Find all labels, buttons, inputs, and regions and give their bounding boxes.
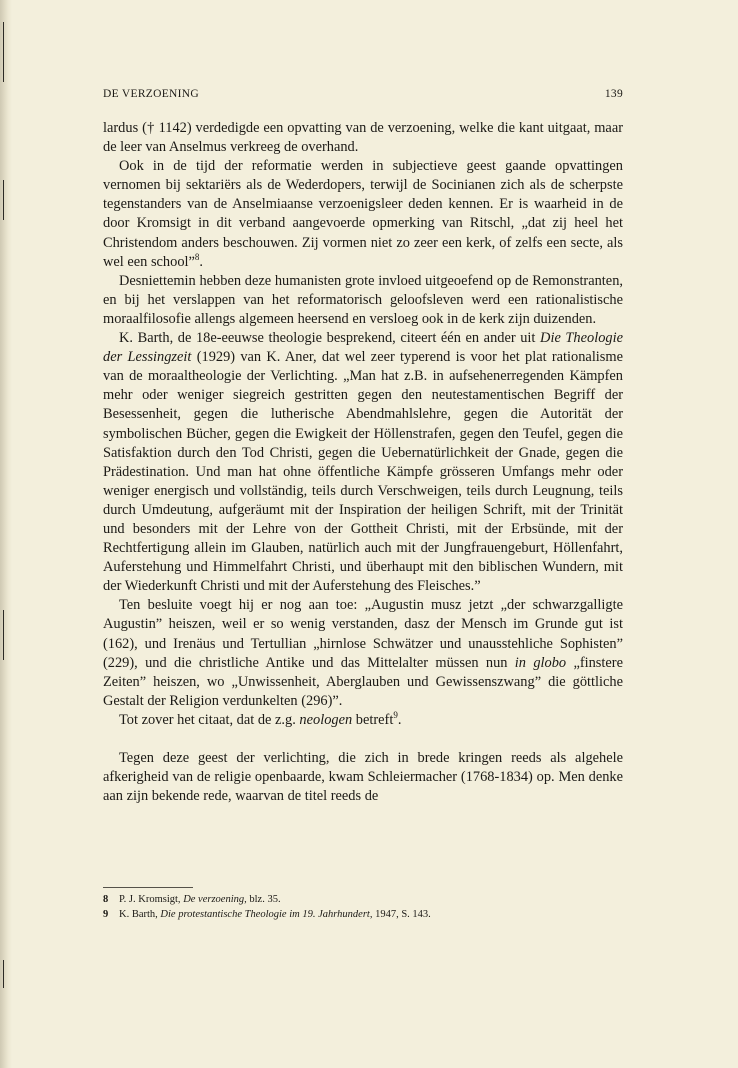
footnote [103,892,623,907]
paragraph [103,329,623,596]
paragraph [103,711,623,730]
footnote-title: Die protestantische Theologie im 19. Jahrhundert, [160,909,373,920]
book-title: Die Theologie der Lessingzeit [103,330,623,366]
paragraph-text: K. Barth, de 18e-eeuwse theologie besprekend, citeert één en ander uit [119,330,536,347]
footnote-author: P. J. Kromsigt, [119,894,181,905]
edge-mark [3,960,4,988]
footnote-rest: blz. 35. [249,894,281,905]
edge-mark [3,22,4,82]
page-number: 139 [604,88,623,100]
body-text [103,119,623,806]
paragraph-text: . [397,711,402,728]
edge-mark [3,180,4,220]
footnote-ref: 8 [194,251,200,262]
footnote-rule [103,887,193,888]
paragraph: lardus († 1142) verdedigde een opvatting van de verzoening, welke die kant uitgaat, maar de leer van Anselmus verkreeg de overhand. [103,120,623,156]
paragraph: Tegen deze geest der verlichting, die zich in brede kringen reeds als algehele afkerigheid van de religie openbaarde, kwam Schleiermacher (1768-1834) op. Men denke aan zijn bekende rede, waarvan de titel reeds de [103,750,623,805]
running-head: DE VERZOENING [103,88,199,100]
footnote-author: K. Barth, [119,909,158,920]
page-edge-shadow [0,0,12,1068]
footnote-text [119,907,623,922]
paragraph-text: Tot zover het citaat, dat de z.g. [119,711,296,728]
footnote-text [119,892,623,907]
edge-mark [3,610,4,660]
footnote-ref: 9 [393,710,398,721]
footnote-number: 8 [103,894,109,905]
paragraph-text: Ten besluite voegt hij er nog aan toe: „Augustin musz jetzt „der schwarzgalligte Augustin” heiszen, weil er so wenig verstanden, dasz der Mensch im Grunde gut ist (162), und Irenäus und Tertullian „hirnlose Schwätzer und unausstehliche Sophisten” (229), und die christliche Antike und das Mittelalter müssen nun [103,597,623,671]
paragraph-text: . [199,253,204,270]
paragraph [103,596,623,711]
footnote-number: 9 [103,909,109,920]
paragraph-text: „finstere Zeiten” heiszen, wo „Unwissenheit, Aberglauben und Gewissenszwang” die göttliche Gestalt der Religion verdunkelten (296)”. [103,654,623,709]
paragraph: Desniettemin hebben deze humanisten grote invloed uitgeoefend op de Remonstranten, en bij het verslappen van het reformatorisch geloofsleven werd een rationalistische moraalfilosofie allengs algemeen heersend en versloeg ook in de kerk zijn duizenden. [103,272,623,327]
italic-term: neologen [299,711,353,728]
italic-phrase: in globo [514,654,567,671]
footnotes [103,887,623,922]
paragraph [103,157,623,272]
paragraph-text: (1929) van K. Aner, dat wel zeer typerend is voor het plat rationalisme van de moraaltheologie der Verlichting. „Man hat z.B. in aufsehenerregenden Kämpfen mehr oder weniger siegreich gestritten gegen den neutestamentischen Begriff der Besessenheit, gegen die lutherische Abendmahlslehre, gegen die Autorität der symbolischen Bücher, gegen die Ewigkeit der Höllenstrafen, gegen den Teufel, gegen die Satisfaktion durch den Tod Christi, gegen die Uebernatürlichkeit der Gnade, gegen die Prädestination. Und man hat ohne öffentliche Kämpfe grösseren Umfangs mehr oder weniger energisch und vollständig, teils durch Verschweigen, teils durch Leugnung, teils durch Umdeutung, aufgeräumt mit der Inspiration der heiligen Schrift, mit der Trinität und besonders mit der Lehre von der Gottheit Christi, mit der Erbsünde, mit der Rechtfertigung allein im Glauben, natürlich auch mit der Jungfrauengeburt, Höllenfahrt, Auferstehung und Himmelfahrt Christi, und überhaupt mit den biblischen Wundern, mit der Wiederkunft Christi und mit der Auferstehung des Fleisches.” [103,349,623,595]
footnote [103,907,623,922]
footnote-title: De verzoening, [183,894,247,905]
footnote-rest: 1947, S. 143. [375,909,431,920]
paragraph-text: Ook in de tijd der reformatie werden in subjectieve geest gaande opvattingen vernomen bij sektariërs als de Wederdopers, terwijl de Socinianen zich als de scherpste tegenstanders van de Anselmiaanse verzoenigsleer deden kennen. Er is waarheid in de door Kromsigt in dit verband aangevoerde opmerking van Ritschl, „dat zij heel het Christendom anders beschouwen. Zij vormen niet zo zeer een kerk, of zelfs een secte, als wel een school” [103,158,623,270]
paragraph-text: betreft [355,711,394,728]
running-header [103,88,623,104]
